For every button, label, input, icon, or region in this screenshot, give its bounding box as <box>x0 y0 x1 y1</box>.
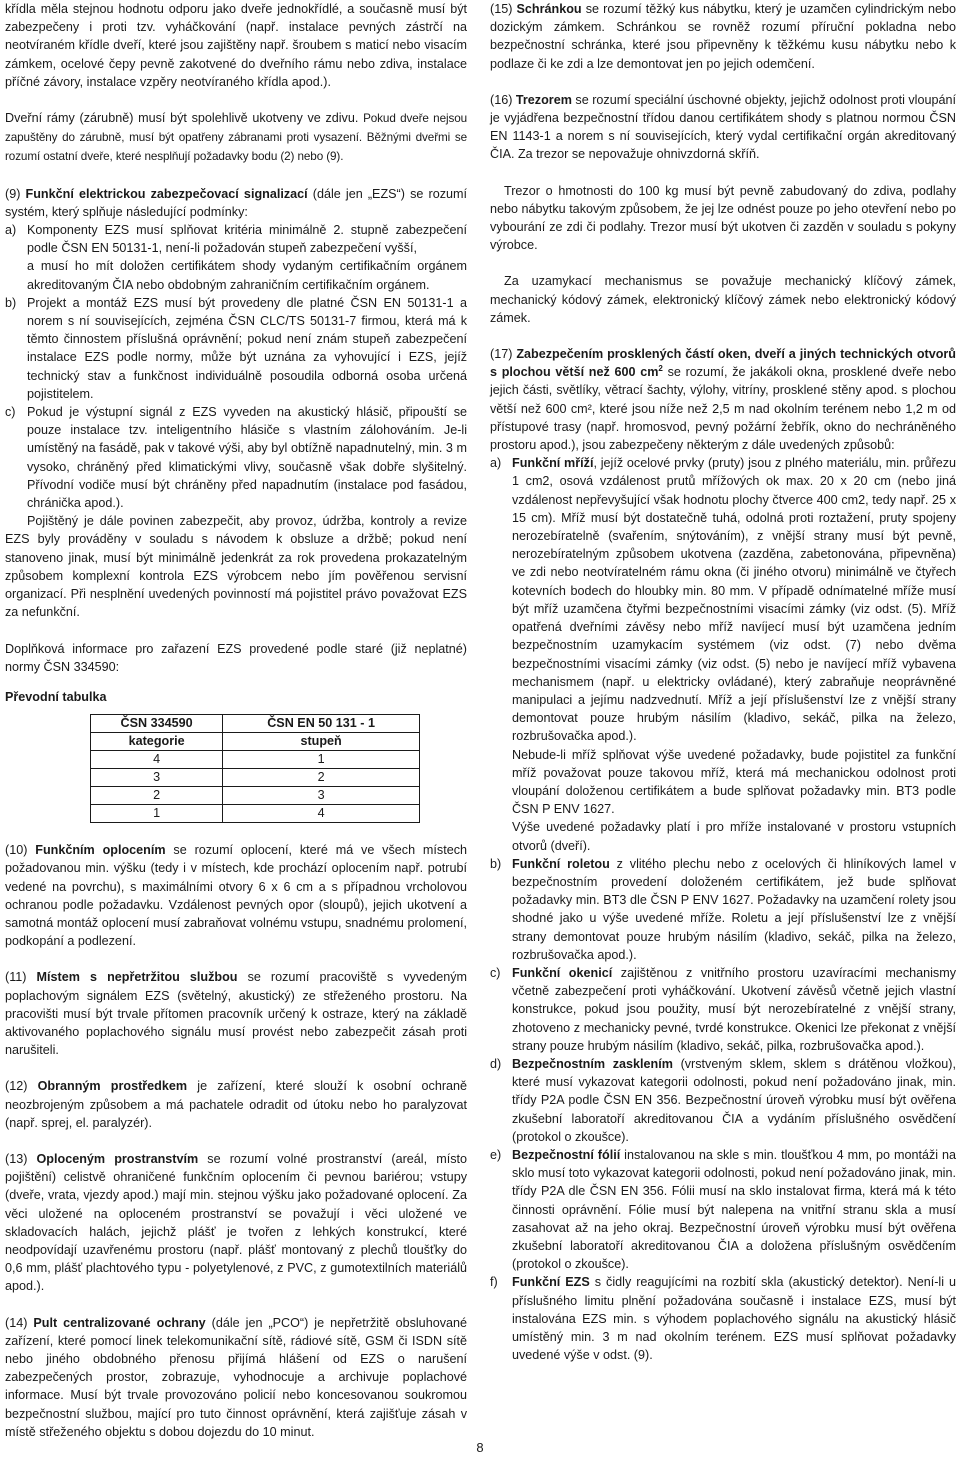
list-item-body <box>512 964 956 1055</box>
list-item-body <box>512 1273 956 1364</box>
table-cell: 4 <box>91 751 223 769</box>
table-row <box>91 787 420 805</box>
section-9-term: Funkční elektrickou zabezpečovací signalizací <box>25 186 308 201</box>
section-17-item-d <box>490 1055 956 1146</box>
section-9-heading <box>5 185 467 221</box>
table-header-cell: kategorie <box>91 733 223 751</box>
section-12-term: Obranným prostředkem <box>37 1079 188 1094</box>
section-15-term: Schránkou <box>516 2 582 16</box>
table-header-row <box>91 733 420 751</box>
item-d-text: (vrstveným sklem, sklem s drátěnou vložkou), které musí vykazovat kategorii odolnosti, pokud není požadováno jinak, min. třídy P2A podle ČSN EN 356. Bezpečnostní úroveň výrobku musí být ověřena zkušební laboratoří akreditovanou ČIA a vydáním příslušného osvědčení (protokol o zkoušce). <box>512 1056 957 1144</box>
section-17-item-b <box>490 855 956 964</box>
table-cell: 2 <box>91 787 223 805</box>
section-9-item-a-continued: a musí ho mít doložen certifikátem shody vydaným certifikačním orgánem akreditovaným ČIA nebo obdobným zahraničním certifikačním orgánem. <box>27 259 467 292</box>
section-12-text: je zařízení, které slouží k osobní ochraně neozbrojeným způsobem a má pachatele odradit od útoku nebo ho paralyzovat (např. sprej, el. paralyzér). <box>5 1079 468 1130</box>
table-header-cell: ČSN EN 50 131 - 1 <box>223 715 420 733</box>
list-item-text: Pokud je výstupní signál z EZS vyveden na akustický hlásič, připouští se pouze instalace tzv. inteligentního hlásiče s vlastním zálohováním. Je-li umístěný na fasádě, pak v takové výši, aby byl obtížně napadnutelný, min. 3 m vysoko, chráněný před klimatickými vlivy, současně však dobře slyšitelný. Přívodní vodiče musí být chráněny před napadnutím (instalace pod fasádou, chránička apod.). <box>27 405 467 511</box>
table-cell: 3 <box>91 769 223 787</box>
section-10 <box>5 841 467 950</box>
list-marker: b) <box>5 295 17 310</box>
intro-paragraph: křídla měla stejnou hodnotu odporu jako dveře jednokřídlé, a současně musí být zabezpečeny i proti tzv. vyháčkování (např. instalace pevných zástrčí na neotvíraném křídle dveří, které jsou zajištěny např. šroubem s maticí nebo visacím zámkem, ocelové čepy pevně zakotvené do dveřního rámu nebo zdiva, instalace příčné závory, instalace vzpěry neotvíraného křídla apod.). <box>5 2 467 89</box>
section-17-term: Zabezpečením prosklených částí oken, dveří a jiných technických otvorů s plochou větší než 600 cm <box>490 347 956 380</box>
table-cell: 4 <box>223 805 420 823</box>
section-16-paragraph-3: Za uzamykací mechanismus se považuje mechanický klíčový zámek, mechanický kódový zámek, elektronický klíčový zámek nebo elektronický kódový zámek. <box>490 274 956 325</box>
table-title: Převodní tabulka <box>5 689 107 704</box>
door-frames-text-1: Dveřní rámy (zárubně) musí být spolehlivě ukotveny ve zdivu. <box>5 111 359 126</box>
list-item-body <box>512 454 956 745</box>
table-cell: 1 <box>91 805 223 823</box>
item-e-text: instalovanou na skle s min. tloušťkou 4 mm, po montáži na sklo musí toto vykazovat kategorii odolnosti, pokud není požadováno jinak, min. třídy P2A dle ČSN EN 356. Fólii musí na sklo instalovat firma, která má k této činnosti oprávnění. Fólie musí být nalepena na vnitřní stranu skla a musí zasahovat až na jeho okraj. Bezpečnostní úroveň výrobku musí být ověřena zkušební laboratoří akreditovanou ČIA a doložena příslušným osvědčením (protokol o zkoušce). <box>512 1147 956 1272</box>
table-cell: 1 <box>223 751 420 769</box>
section-10-text: se rozumí oplocení, které má ve všech místech požadovanou min. výšku (tedy i v místech, kde prochází oplocením např. potrubí vedené na povrchu), s maximálními otvory 6 x 6 cm a s případnou vrcholovou ochranou podle požadavku. Vzdálenost pevných opor (sloupů), jejich ukotvení a samotná montáž oplocení musí zabraňovat volnému vstupu, snadnému prolomení, podkopání a podlezení. <box>5 843 468 949</box>
section-16 <box>490 91 956 164</box>
section-9-insured-duties: Pojištěný je dále povinen zabezpečit, aby provoz, údržba, kontroly a revize EZS byly prováděny v souladu s návodem k obsluze a držbě; pokud není stanoveno jinak, musí být minimálně jedenkrát za rok provedena prokazatelným způsobem komplexní kontrola EZS výrobcem nebo jím pověřenou servisní organizací. Při nesplnění uvedených povinností má pojistitel právo považovat EZS za nefunkční. <box>5 514 467 620</box>
item-a-paragraph-3: Výše uvedené požadavky platí i pro mříže instalované v prostoru vstupních otvorů (dveří). <box>512 820 956 853</box>
table-row <box>91 751 420 769</box>
section-15-number: (15) <box>490 2 513 16</box>
table-header-row <box>91 715 420 733</box>
section-13-text: se rozumí volné prostranství (areál, místo pojištění) celistvě ohraničené funkčním oplocením či pevnou bariérou; vstupy (dveře, vrata, vjezdy apod.) mají min. stejnou výšku jako požadované oplocení. Za věci uložené na oploceném prostranství se považují i věci uložené ve skladovacích halách, jejichž plášť je tvořen z lehkých konstrukcí, které neodpovídají uzavřenému prostoru (např. plášť montovaný z plechů tloušťky do 0,6 mm, plášť plachtového typu - polyetylenové, z PVC, z gumotextilních materiálů apod.). <box>5 1151 467 1294</box>
section-15 <box>490 0 956 73</box>
list-item-body <box>512 1055 956 1146</box>
list-item-body <box>512 1146 956 1273</box>
section-9-item-b <box>5 294 467 403</box>
section-14-text: (dále jen „PCO“) je nepřetržitě obsluhované zařízení, které pomocí linek telekomunikační sítě, rádiové sítě, GSM či ISDN sítě nebo jiného obdobného přenosu přijímá hlášení od EZS o narušení zabezpečených prostor, zobrazuje, vyhodnocuje a archivuje poplachové informace. Musí být trvale provozováno policií nebo koncesovanou soukromou bezpečnostní službou, mající pro tuto činnost oprávnění, která zajišťuje zásah v místě střeženého objektu s dobou dojezdu do 10 minut. <box>5 1315 468 1439</box>
section-17-item-a <box>490 454 956 745</box>
section-17-number: (17) <box>490 347 513 362</box>
item-e-term: Bezpečnostní fólií <box>512 1147 621 1162</box>
item-f-text: s čidly reagujícími na rozbití skla (akustický detektor). Není-li u příslušného limitu plnění požadována současně i instalace EZS, musí být instalována EZS min. s výhodem poplachového signálu na akustický hlásič umístěný min. 3 m nad okolním terénem. EZS musí splňovat požadavky uvedené výše v odst. (9). <box>512 1275 956 1363</box>
section-17 <box>490 345 956 454</box>
list-item-body <box>512 855 956 964</box>
section-10-number: (10) <box>5 843 28 858</box>
table-row <box>91 769 420 787</box>
list-item-text: Projekt a montáž EZS musí být provedeny dle platné ČSN EN 50131-1 a norem s ní souvisejících, zejména ČSN CLC/TS 50131-7 firmou, která má k těmto činnostem příslušná oprávnění; pokud není znám stupeň zabezpečení instalace EZS podle normy, může být uznána za vyhovující i EZS, jejíž technický stav a funkčnost individuálně posoudila odborná osoba určená pojistitelem. <box>27 295 467 401</box>
section-13-number: (13) <box>5 1151 28 1166</box>
item-c-term: Funkční okenicí <box>512 965 613 980</box>
section-12-number: (12) <box>5 1079 28 1094</box>
page-number: 8 <box>476 1440 484 1455</box>
list-item-text: Komponenty EZS musí splňovat kritéria minimálně 2. stupně zabezpečení podle ČSN EN 50131-1, není-li požadován stupeň zabezpečení vyšší, <box>27 223 467 256</box>
section-11-number: (11) <box>5 970 27 985</box>
table-header-cell: stupeň <box>223 733 420 751</box>
section-16-paragraph-2: Trezor o hmotnosti do 100 kg musí být pevně zabudovaný do zdiva, podlahy nebo nábytku takovým způsobem, že jej lze odnést pouze po jeho otevření nebo po vybourání ze zdi či podlahy. Trezor musí být ukotven či zazděn v souladu s pokyny výrobce. <box>490 183 956 253</box>
section-16-term: Trezorem <box>515 92 572 107</box>
list-marker: f) <box>490 1275 498 1290</box>
section-15-text: se rozumí těžký kus nábytku, který je uzamčen cylindrickým nebo dozickým zámkem. Schránkou se rovněž rozumí příruční pokladna nebo bezpečnostní schránka, které jsou připevněny k těžkému kusu nábytku nebo k podlaze či ke zdi a lze demontovat jen po jejich odemčení. <box>490 2 956 71</box>
item-f-term: Funkční EZS <box>512 1275 590 1290</box>
table-header-cell: ČSN 334590 <box>91 715 223 733</box>
addon-info: Doplňková informace pro zařazení EZS provedené podle staré (již neplatné) normy ČSN 334590: <box>5 641 467 674</box>
list-marker: a) <box>490 456 502 471</box>
item-b-text: z vlitého plechu nebo z ocelových či hliníkových lamel v bezpečnostním provedení doloženém certifikátem, jež bude splňovat požadavky min. BT3 dle ČSN P ENV 1627. Požadavky na uzamčení rolety jsou shodné jako u výše uvedené mříže. Roletu a její příslušenství lze z vnější strany demontovat pouze hrubým násilím (kladivo, sekáč, pilka na železo, rozbrušovačka apod.). <box>512 856 957 962</box>
table-row <box>91 805 420 823</box>
section-9-item-a <box>5 221 467 257</box>
section-14 <box>5 1314 467 1441</box>
door-frames-paragraph <box>5 109 467 167</box>
section-17-text: se rozumí, že jakákoli okna, prosklené dveře nebo jejich části, světlíky, větrací šachty, výlohy, vitríny, prosklené stěny apod. s plochou větší než 600 cm², které jsou níže než 2,5 m nad okolním terénem nebo 1,2 m od přístupové trasy (např. hromosvod, pevný požární žebřík, okno do nechráněného prostoru apod.), jsou zabezpečeny některým z dále uvedených způsobů: <box>490 365 956 453</box>
item-d-term: Bezpečnostním zasklením <box>512 1056 673 1071</box>
section-9-text: (dále jen „EZS“) se rozumí systém, který splňuje následující podmínky: <box>5 186 468 219</box>
table-cell: 3 <box>223 787 420 805</box>
item-a-text: , jejíž ocelové prvky (pruty) jsou z plného materiálu, min. průřezu 1 cm2, osová vzdálenost prutů mřížových ok max. 20 x 20 cm (nebo jiná vzdálenost nepřevyšující však hodnotu plochy čtverce 400 cm2, tedy např. 25 x 15 cm). Mříž musí být dostatečně tuhá, odolná proti roztažení, pruty spojeny nerozebíratelně (svařením, snýtováním), z vnější strany musí být pevně, nerozebíratelným způsobem ukotvena (zazděna, zabetonována, připevněna) ve zdi nebo neotvíratelném rámu okna (či jiného otvoru) minimálně ve čtyřech kotevních bodech do hloubky min. 80 mm. V případě odnímatelné mříže musí být mříž uzamčena čtyřmi bezpečnostními visacími zámky (viz odst. (5). Mříž opatřená dveřními závěsy nebo mříž navíjecí musí být uzamčena jedním bezpečnostním uzamykacím systémem (viz odst. (7) nebo dvěma bezpečnostními visacími zámky (viz odst. (5) nebo je navíjecí mříž vybavena mechanismem (např. u elektricky ovládané), který zabraňuje neoprávněné manipulaci a jejímu nadzvednutí. Mříž a její příslušenství lze z vnější strany demontovat pouze hrubým násilím (kladivo, sekáč, pilka na železo, rozbrušovačka apod.). <box>512 456 956 744</box>
section-13 <box>5 1150 467 1296</box>
item-b-term: Funkční roletou <box>512 856 610 871</box>
list-marker: c) <box>490 965 501 980</box>
section-9-item-c <box>5 403 467 512</box>
list-marker: e) <box>490 1147 502 1162</box>
section-16-text: se rozumí speciální úschovné objekty, jejichž odolnost proti vloupání je vyjádřena bezpečnostní třídou danou certifikátem shody s platnou normou ČSN EN 1143-1 a norem s ní souvisejících, který vydal certifikační orgán akreditovaný ČIA. Za trezor se nepovažuje ohnivzdorná skříň. <box>490 92 956 162</box>
section-12 <box>5 1077 467 1132</box>
table-cell: 2 <box>223 769 420 787</box>
conversion-table <box>90 714 420 823</box>
list-marker: c) <box>5 405 16 420</box>
section-14-number: (14) <box>5 1315 28 1330</box>
list-marker: d) <box>490 1056 502 1071</box>
section-9-number: (9) <box>5 186 21 201</box>
section-13-term: Oploceným prostranstvím <box>36 1151 199 1166</box>
section-17-item-e <box>490 1146 956 1273</box>
list-marker: b) <box>490 856 502 871</box>
section-17-superscript: 2 <box>658 364 663 374</box>
list-marker: a) <box>5 223 17 238</box>
item-a-term: Funkční mříží <box>512 456 594 471</box>
section-11 <box>5 968 467 1059</box>
item-c-text: zajištěnou z vnitřního prostoru uzavíracími mechanismy včetně zabezpečení proti vyháčkování. Ukotvení závěsů včetně jejich vlastní konstrukce, pokud jsou použity, musí být nerozebíratelné z vnější strany, zhotoveno z mechanicky pevné, tvrdé konstrukce. Okenici lze překonat z vnější strany pouze hrubým násilím (kladivo, sekáč, pilka, rozbrušovačka apod.). <box>512 965 957 1053</box>
item-a-paragraph-2: Nebude-li mříž splňovat výše uvedené požadavky, bude pojistitel za funkční mříž považovat pouze takovou mříž, která má mechanickou odolnost proti vloupání doloženou certifikátem a bude splňovat požadavky min. BT3 podle ČSN P ENV 1627. <box>512 747 956 817</box>
door-frames-text-2: Pokud dveře nejsou zapuštěny do zárubně, musí být opatřeny zábranami proti vysazení. Běžnými dveřmi se rozumí ostatní dveře, které nesplňují požadavky bodu (2) nebo (9). <box>5 112 468 164</box>
section-10-term: Funkčním oplocením <box>35 843 166 858</box>
section-11-term: Místem s nepřetržitou službou <box>36 970 238 985</box>
section-14-term: Pult centralizované ochrany <box>33 1315 206 1330</box>
section-16-number: (16) <box>490 92 513 107</box>
section-17-item-c <box>490 964 956 1055</box>
right-column <box>490 0 956 1364</box>
section-11-text: se rozumí pracoviště s vyvedeným poplachovým signálem EZS (světelný, akustický) ze střeženého prostoru. Na pracovišti musí být trvale přítomen pracovník určený k ostraze, který na základě aktivovaného poplachového signálu musí provést nebo zabezpečit zásah proti narušiteli. <box>5 970 468 1058</box>
left-column <box>5 0 467 1441</box>
section-17-item-f <box>490 1273 956 1364</box>
